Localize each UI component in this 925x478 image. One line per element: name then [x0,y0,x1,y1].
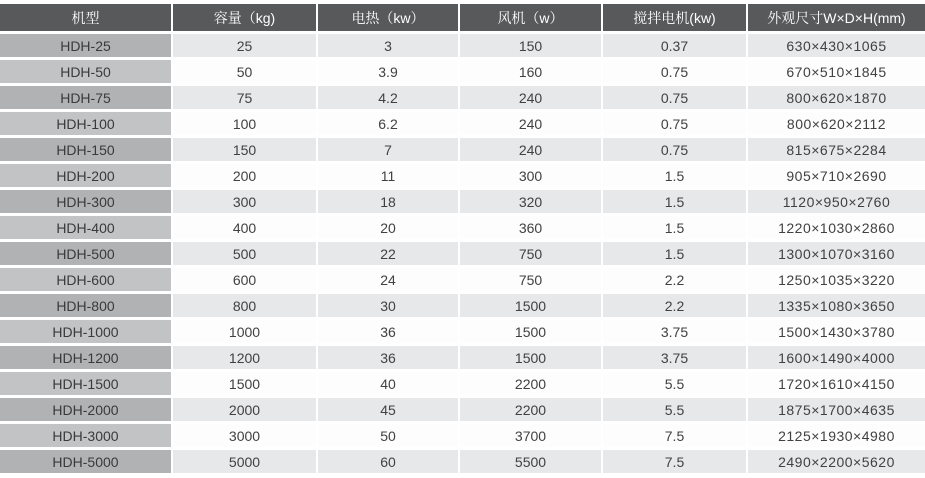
column-header-capacity: 容量（kg) [173,4,318,34]
dimensions-cell: 1120×950×2760 [748,190,925,216]
capacity-cell: 200 [173,164,318,190]
dimensions-cell: 1220×1030×2860 [748,216,925,242]
motor-cell: 0.75 [603,86,748,112]
heating-cell: 18 [318,190,460,216]
dimensions-cell: 815×675×2284 [748,138,925,164]
column-header-dimensions: 外观尺寸W×D×H(mm) [748,4,925,34]
model-cell: HDH-150 [0,138,173,164]
header-row [0,4,925,34]
table-row [0,398,925,424]
heating-cell: 50 [318,424,460,450]
motor-cell: 0.75 [603,112,748,138]
fan-cell: 240 [460,138,603,164]
motor-cell: 1.5 [603,216,748,242]
fan-cell: 160 [460,60,603,86]
model-cell: HDH-75 [0,86,173,112]
capacity-cell: 1200 [173,346,318,372]
capacity-cell: 1500 [173,372,318,398]
fan-cell: 750 [460,268,603,294]
motor-cell: 7.5 [603,424,748,450]
dimensions-cell: 1600×1490×4000 [748,346,925,372]
capacity-cell: 150 [173,138,318,164]
fan-cell: 320 [460,190,603,216]
heating-cell: 3 [318,34,460,60]
fan-cell: 2200 [460,398,603,424]
fan-cell: 5500 [460,450,603,476]
motor-cell: 0.37 [603,34,748,60]
column-header-fan: 风机（w） [460,4,603,34]
fan-cell: 240 [460,112,603,138]
dimensions-cell: 1500×1430×3780 [748,320,925,346]
motor-cell: 5.5 [603,398,748,424]
model-cell: HDH-200 [0,164,173,190]
capacity-cell: 3000 [173,424,318,450]
capacity-cell: 100 [173,112,318,138]
table-row [0,268,925,294]
fan-cell: 2200 [460,372,603,398]
heating-cell: 24 [318,268,460,294]
motor-cell: 3.75 [603,346,748,372]
model-cell: HDH-1000 [0,320,173,346]
dimensions-cell: 905×710×2690 [748,164,925,190]
table-row [0,164,925,190]
motor-cell: 0.75 [603,138,748,164]
dimensions-cell: 1250×1035×3220 [748,268,925,294]
table-row [0,372,925,398]
spec-table-header [0,4,925,34]
table-row [0,34,925,60]
heating-cell: 22 [318,242,460,268]
model-cell: HDH-400 [0,216,173,242]
heating-cell: 3.9 [318,60,460,86]
model-cell: HDH-300 [0,190,173,216]
capacity-cell: 500 [173,242,318,268]
motor-cell: 2.2 [603,294,748,320]
model-cell: HDH-5000 [0,450,173,476]
model-cell: HDH-500 [0,242,173,268]
capacity-cell: 400 [173,216,318,242]
capacity-cell: 300 [173,190,318,216]
model-cell: HDH-2000 [0,398,173,424]
table-row [0,112,925,138]
fan-cell: 240 [460,86,603,112]
dimensions-cell: 630×430×1065 [748,34,925,60]
table-row [0,424,925,450]
model-cell: HDH-50 [0,60,173,86]
table-row [0,242,925,268]
motor-cell: 1.5 [603,190,748,216]
heating-cell: 30 [318,294,460,320]
table-row [0,216,925,242]
model-cell: HDH-600 [0,268,173,294]
table-row [0,294,925,320]
motor-cell: 3.75 [603,320,748,346]
table-row [0,86,925,112]
table-row [0,450,925,476]
table-row [0,60,925,86]
table-row [0,138,925,164]
model-cell: HDH-1200 [0,346,173,372]
motor-cell: 5.5 [603,372,748,398]
heating-cell: 7 [318,138,460,164]
dimensions-cell: 800×620×2112 [748,112,925,138]
table-row [0,190,925,216]
capacity-cell: 600 [173,268,318,294]
dimensions-cell: 1875×1700×4635 [748,398,925,424]
capacity-cell: 800 [173,294,318,320]
heating-cell: 11 [318,164,460,190]
fan-cell: 3700 [460,424,603,450]
fan-cell: 1500 [460,320,603,346]
capacity-cell: 5000 [173,450,318,476]
motor-cell: 2.2 [603,268,748,294]
heating-cell: 4.2 [318,86,460,112]
model-cell: HDH-800 [0,294,173,320]
dimensions-cell: 1300×1070×3160 [748,242,925,268]
spec-table [0,4,925,476]
heating-cell: 36 [318,320,460,346]
capacity-cell: 75 [173,86,318,112]
heating-cell: 36 [318,346,460,372]
dimensions-cell: 1720×1610×4150 [748,372,925,398]
heating-cell: 45 [318,398,460,424]
dimensions-cell: 800×620×1870 [748,86,925,112]
fan-cell: 300 [460,164,603,190]
motor-cell: 1.5 [603,164,748,190]
fan-cell: 1500 [460,294,603,320]
dimensions-cell: 2125×1930×4980 [748,424,925,450]
table-row [0,346,925,372]
dimensions-cell: 670×510×1845 [748,60,925,86]
motor-cell: 0.75 [603,60,748,86]
capacity-cell: 1000 [173,320,318,346]
model-cell: HDH-3000 [0,424,173,450]
heating-cell: 6.2 [318,112,460,138]
model-cell: HDH-1500 [0,372,173,398]
heating-cell: 20 [318,216,460,242]
capacity-cell: 2000 [173,398,318,424]
heating-cell: 40 [318,372,460,398]
model-cell: HDH-25 [0,34,173,60]
model-cell: HDH-100 [0,112,173,138]
fan-cell: 150 [460,34,603,60]
dimensions-cell: 1335×1080×3650 [748,294,925,320]
fan-cell: 1500 [460,346,603,372]
dimensions-cell: 2490×2200×5620 [748,450,925,476]
capacity-cell: 50 [173,60,318,86]
spec-table-body [0,34,925,476]
table-row [0,320,925,346]
capacity-cell: 25 [173,34,318,60]
heating-cell: 60 [318,450,460,476]
motor-cell: 7.5 [603,450,748,476]
column-header-motor: 搅拌电机(kw) [603,4,748,34]
motor-cell: 1.5 [603,242,748,268]
fan-cell: 360 [460,216,603,242]
column-header-heating: 电热（kw） [318,4,460,34]
fan-cell: 750 [460,242,603,268]
column-header-model: 机型 [0,4,173,34]
